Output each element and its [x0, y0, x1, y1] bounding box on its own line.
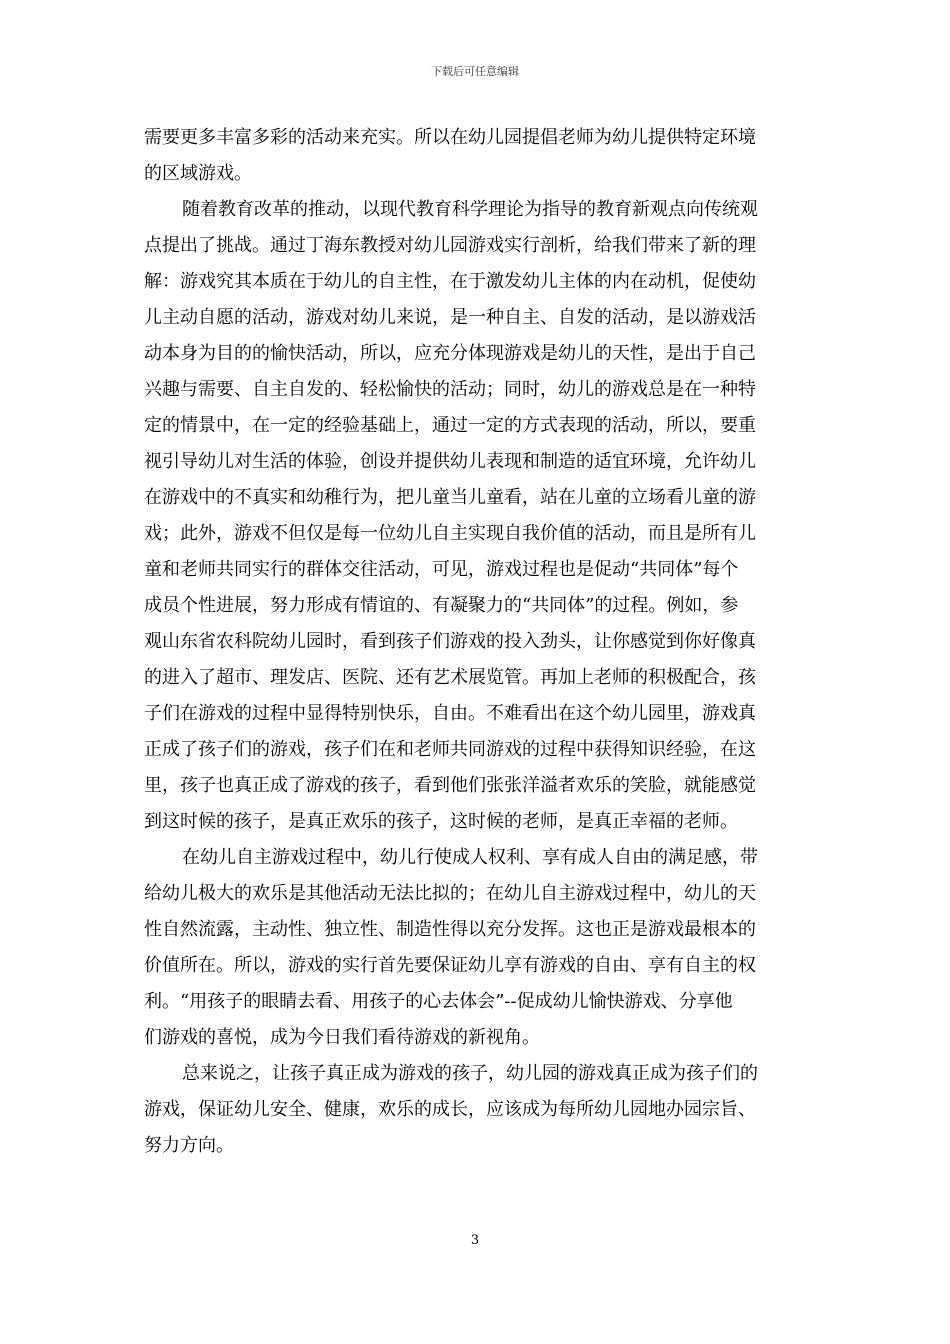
- text-line: 在幼儿自主游戏过程中，幼儿行使成人权利、享有成人自由的满足感，带: [182, 847, 758, 868]
- text-line: 兴趣与需要、自主自发的、轻松愉快的活动；同时，幼儿的游戏总是在一种特: [144, 379, 756, 400]
- text-line: 游戏，保证幼儿安全、健康，欢乐的成长，应该成为每所幼儿园地办园宗旨、: [144, 1099, 756, 1120]
- page-number: 3: [470, 1233, 480, 1248]
- document-body: [144, 120, 806, 1164]
- text-line: 性自然流露，主动性、独立性、制造性得以充分发挥。这也正是游戏最根本的: [144, 919, 756, 940]
- text-line: 儿主动自愿的活动，游戏对幼儿来说，是一种自主、自发的活动，是以游戏活: [144, 307, 756, 328]
- text-line: 总来说之，让孩子真正成为游戏的孩子，幼儿园的游戏真正成为孩子们的: [182, 1063, 758, 1084]
- text-line: 点提出了挑战。通过丁海东教授对幼儿园游戏实行剖析，给我们带来了新的理: [144, 235, 756, 256]
- text-line: 定的情景中，在一定的经验基础上，通过一定的方式表现的活动，所以，要重: [144, 415, 756, 436]
- text-line: 观山东省农科院幼儿园时，看到孩子们游戏的投入劲头，让你感觉到你好像真: [144, 631, 756, 652]
- text-line: 成员个性进展，努力形成有情谊的、有凝聚力的“共同体”的过程。例如，参: [144, 595, 739, 616]
- page-header: 下载后可任意编辑: [431, 65, 519, 78]
- text-line: 随着教育改革的推动，以现代教育科学理论为指导的教育新观点向传统观: [182, 199, 758, 220]
- paragraph-2: [144, 192, 806, 840]
- text-line: 给幼儿极大的欢乐是其他活动无法比拟的；在幼儿自主游戏过程中，幼儿的天: [144, 883, 756, 904]
- text-line: 的区域游戏。: [144, 163, 252, 184]
- text-line: 需要更多丰富多彩的活动来充实。所以在幼儿园提倡老师为幼儿提供特定环境: [144, 127, 756, 148]
- text-line: 里，孩子也真正成了游戏的孩子，看到他们张张洋溢者欢乐的笑脸，就能感觉: [144, 775, 756, 796]
- text-line: 视引导幼儿对生活的体验，创设并提供幼儿表现和制造的适宜环境，允许幼儿: [144, 451, 756, 472]
- paragraph-4: [144, 1056, 806, 1164]
- text-line: 解：游戏究其本质在于幼儿的自主性，在于激发幼儿主体的内在动机，促使幼: [144, 271, 756, 292]
- text-line: 的进入了超市、理发店、医院、还有艺术展览管。再加上老师的积极配合，孩: [144, 667, 756, 688]
- text-line: 戏；此外，游戏不但仅是每一位幼儿自主实现自我价值的活动，而且是所有儿: [144, 523, 756, 544]
- text-line: 动本身为目的的愉快活动，所以，应充分体现游戏是幼儿的天性，是出于自己: [144, 343, 756, 364]
- paragraph-1: [144, 120, 806, 192]
- text-line: 到这时候的孩子，是真正欢乐的孩子，这时候的老师，是真正幸福的老师。: [144, 811, 738, 832]
- text-line: 价值所在。所以，游戏的实行首先要保证幼儿享有游戏的自由、享有自主的权: [144, 955, 756, 976]
- text-line: 在游戏中的不真实和幼稚行为，把儿童当儿童看，站在儿童的立场看儿童的游: [144, 487, 756, 508]
- paragraph-3: [144, 840, 806, 1056]
- text-line: 们游戏的喜悦，成为今日我们看待游戏的新视角。: [144, 1027, 540, 1048]
- text-line: 努力方向。: [144, 1135, 234, 1156]
- text-line: 利。“用孩子的眼睛去看、用孩子的心去体会”--促成幼儿愉快游戏、分享他: [144, 991, 733, 1012]
- text-line: 童和老师共同实行的群体交往活动，可见，游戏过程也是促动“共同体”每个: [144, 559, 739, 580]
- text-line: 子们在游戏的过程中显得特别快乐，自由。不难看出在这个幼儿园里，游戏真: [144, 703, 756, 724]
- text-line: 正成了孩子们的游戏，孩子们在和老师共同游戏的过程中获得知识经验，在这: [144, 739, 756, 760]
